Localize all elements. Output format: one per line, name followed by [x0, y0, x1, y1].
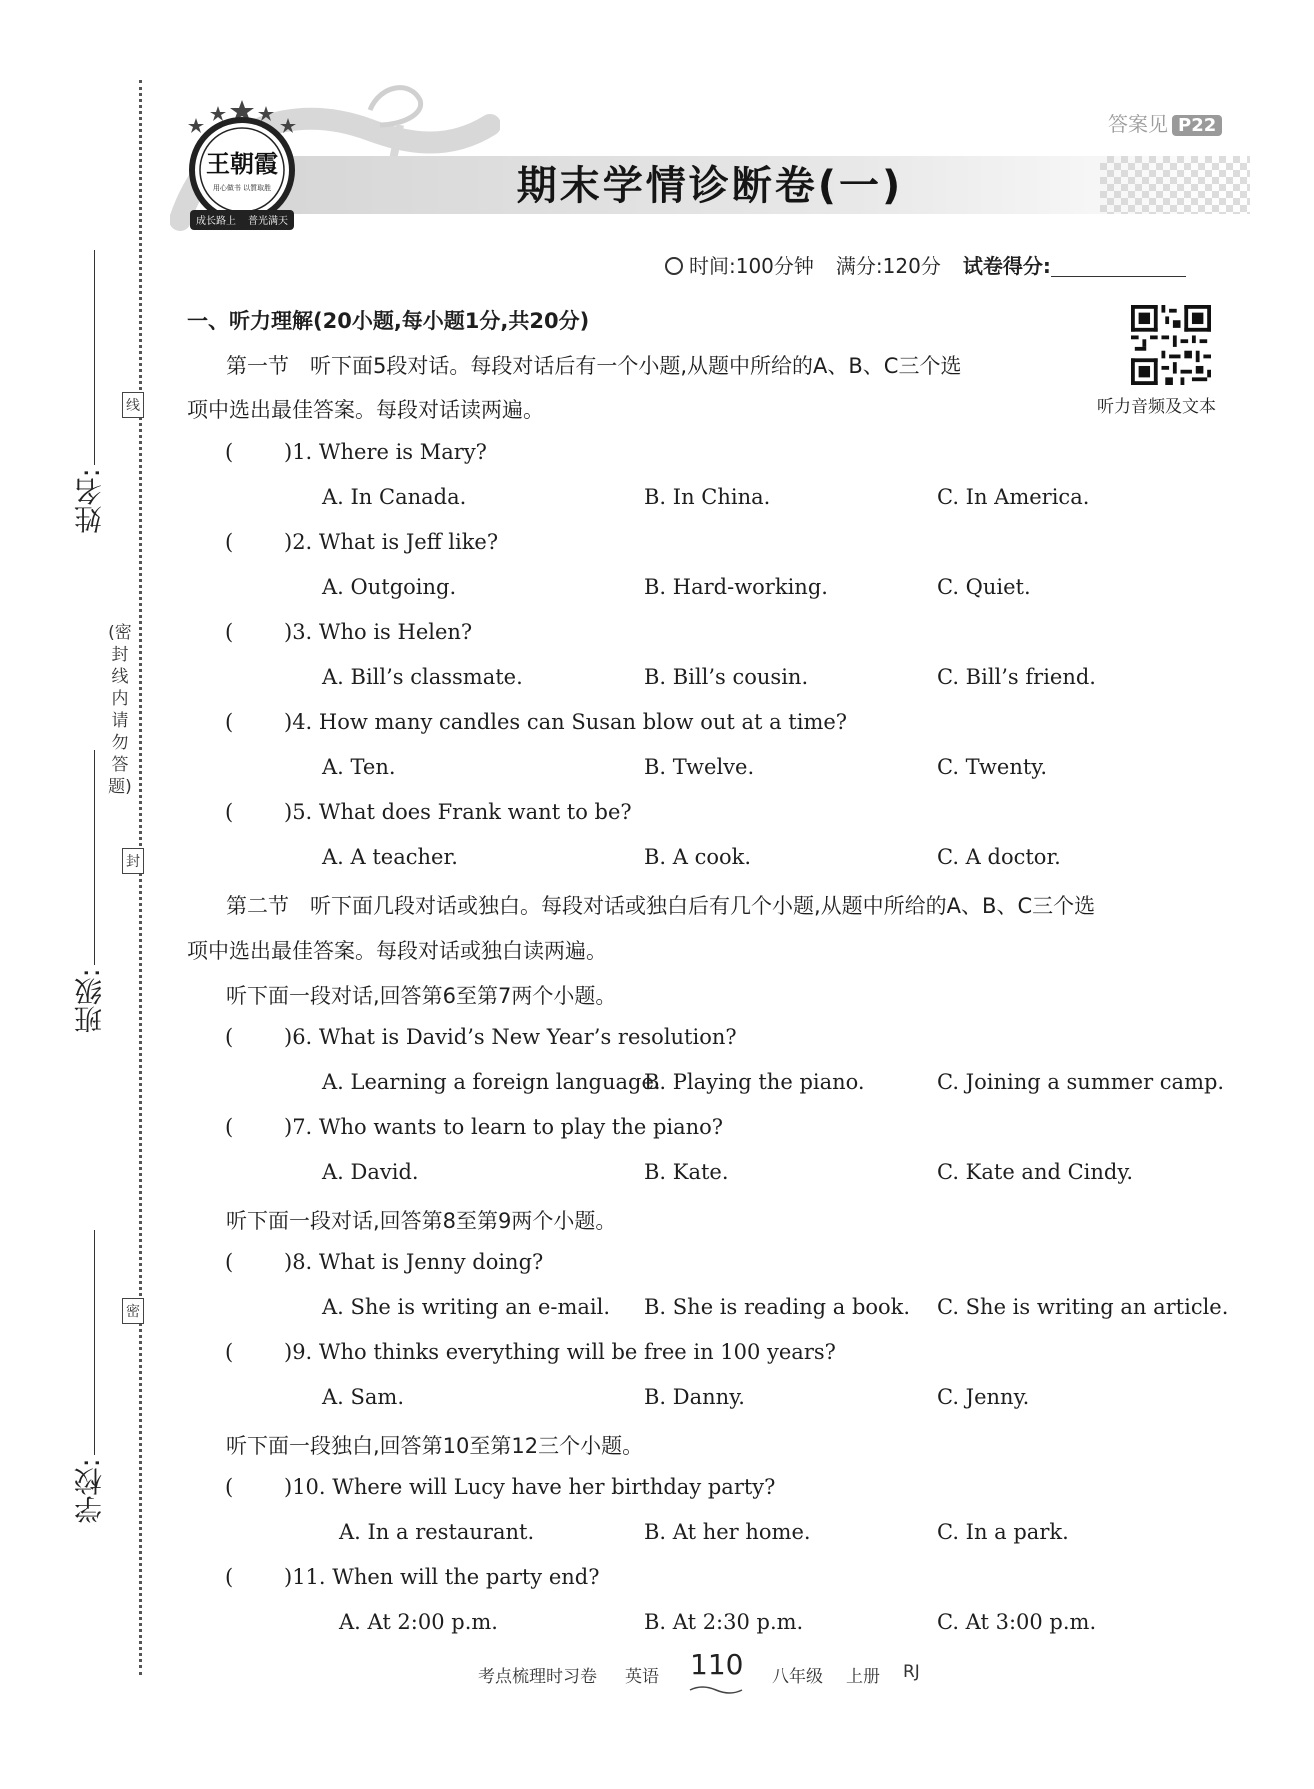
- q6-option-a: A. Learning a foreign language.: [322, 1070, 661, 1094]
- q3-option-b: B. Bill’s cousin.: [644, 665, 809, 689]
- clock-icon: [665, 257, 683, 275]
- footer-grade: 八年级: [772, 1667, 823, 1687]
- answer-blank[interactable]: (: [225, 800, 234, 824]
- class-fill-line[interactable]: [94, 750, 95, 965]
- page-title: 期末学情诊断卷(一): [516, 163, 904, 209]
- q1-option-b: B. In China.: [644, 485, 771, 509]
- q7-option-b: B. Kate.: [644, 1160, 729, 1184]
- q9-option-a: A. Sam.: [322, 1385, 405, 1409]
- footer-subject: 英语: [625, 1667, 659, 1687]
- q7-option-a: A. David.: [322, 1160, 419, 1184]
- name-fill-line[interactable]: [94, 250, 95, 465]
- seal-mark-seal: 封: [122, 848, 144, 874]
- logo-sub3: 普光满天: [248, 216, 288, 227]
- q8-option-a: A. She is writing an e-mail.: [322, 1295, 611, 1319]
- question-1: )1. Where is Mary?: [284, 440, 487, 464]
- answer-blank[interactable]: (: [225, 1115, 234, 1139]
- subsection-6-7: 听下面一段对话,回答第6至第7两个小题。: [226, 984, 617, 1008]
- qr-label: 听力音频及文本: [1097, 397, 1216, 417]
- q1-option-a: A. In Canada.: [322, 485, 467, 509]
- score-label: 试卷得分:: [962, 254, 1051, 278]
- q2-option-c: C. Quiet.: [937, 575, 1031, 599]
- answer-blank[interactable]: (: [225, 530, 234, 554]
- logo-sub2: 成长路上: [196, 216, 236, 227]
- q8-option-c: C. She is writing an article.: [937, 1295, 1229, 1319]
- qr-code-icon[interactable]: [1131, 305, 1211, 385]
- class-label: 班级:: [73, 968, 106, 1034]
- publisher-logo: [182, 98, 302, 238]
- answer-ref-page: P22: [1172, 115, 1222, 136]
- q6-option-c: C. Joining a summer camp.: [937, 1070, 1225, 1094]
- q3-option-a: A. Bill’s classmate.: [322, 665, 523, 689]
- answer-blank[interactable]: (: [225, 1250, 234, 1274]
- q11-option-b: B. At 2:30 p.m.: [644, 1610, 804, 1634]
- question-11: )11. When will the party end?: [284, 1565, 600, 1589]
- q1-option-c: C. In America.: [937, 485, 1090, 509]
- q10-option-a: A. In a restaurant.: [339, 1520, 535, 1544]
- answer-blank[interactable]: (: [225, 1340, 234, 1364]
- seal-note: (密封线内请勿答题): [108, 623, 132, 797]
- q4-option-c: C. Twenty.: [937, 755, 1048, 779]
- q4-option-b: B. Twelve.: [644, 755, 755, 779]
- question-9: )9. Who thinks everything will be free in 100 years?: [284, 1340, 836, 1364]
- question-10: )10. Where will Lucy have her birthday party?: [284, 1475, 776, 1499]
- q7-option-c: C. Kate and Cindy.: [937, 1160, 1134, 1184]
- part2-intro-line2: 项中选出最佳答案。每段对话或独白读两遍。: [187, 939, 607, 963]
- q2-option-a: A. Outgoing.: [322, 575, 457, 599]
- school-fill-line[interactable]: [94, 1230, 95, 1455]
- question-4: )4. How many candles can Susan blow out at a time?: [284, 710, 848, 734]
- answer-blank[interactable]: (: [225, 1475, 234, 1499]
- subsection-8-9: 听下面一段对话,回答第8至第9两个小题。: [226, 1209, 617, 1233]
- question-2: )2. What is Jeff like?: [284, 530, 499, 554]
- logo-text: 王朝霞: [206, 149, 278, 178]
- q11-option-c: C. At 3:00 p.m.: [937, 1610, 1097, 1634]
- question-5: )5. What does Frank want to be?: [284, 800, 632, 824]
- binding-dotted-line: [139, 80, 142, 1675]
- question-8: )8. What is Jenny doing?: [284, 1250, 544, 1274]
- footer-edition: RJ: [903, 1662, 920, 1682]
- q9-option-c: C. Jenny.: [937, 1385, 1030, 1409]
- q11-option-a: A. At 2:00 p.m.: [339, 1610, 498, 1634]
- seal-mark-secret: 密: [122, 1298, 144, 1324]
- page-number: 110: [690, 1648, 744, 1681]
- question-6: )6. What is David’s New Year’s resolution?: [284, 1025, 737, 1049]
- footer-volume: 上册: [846, 1667, 880, 1687]
- part1-intro-line1: 第一节 听下面5段对话。每段对话后有一个小题,从题中所给的A、B、C三个选: [226, 354, 962, 378]
- seal-mark-line: 线: [122, 392, 144, 418]
- q6-option-b: B. Playing the piano.: [644, 1070, 865, 1094]
- exam-time: 时间:100分钟: [689, 254, 814, 278]
- q2-option-b: B. Hard-working.: [644, 575, 828, 599]
- page-number-underline: [688, 1684, 744, 1694]
- q3-option-c: C. Bill’s friend.: [937, 665, 1096, 689]
- answer-ref-prefix: 答案见: [1108, 112, 1168, 136]
- logo-sub1: 用心做书 以質取胜: [212, 184, 272, 192]
- school-label: 学校:: [73, 1458, 106, 1524]
- exam-info: [665, 250, 1186, 279]
- question-7: )7. Who wants to learn to play the piano?: [284, 1115, 724, 1139]
- answer-blank[interactable]: (: [225, 440, 234, 464]
- q8-option-b: B. She is reading a book.: [644, 1295, 911, 1319]
- q10-option-b: B. At her home.: [644, 1520, 811, 1544]
- answer-blank[interactable]: (: [225, 1565, 234, 1589]
- q5-option-b: B. A cook.: [644, 845, 752, 869]
- q10-option-c: C. In a park.: [937, 1520, 1069, 1544]
- answer-blank[interactable]: (: [225, 620, 234, 644]
- answer-blank[interactable]: (: [225, 710, 234, 734]
- q9-option-b: B. Danny.: [644, 1385, 745, 1409]
- q5-option-c: C. A doctor.: [937, 845, 1061, 869]
- answer-reference: [1108, 108, 1222, 137]
- q5-option-a: A. A teacher.: [322, 845, 458, 869]
- subsection-10-12: 听下面一段独白,回答第10至第12三个小题。: [226, 1434, 644, 1458]
- q4-option-a: A. Ten.: [322, 755, 396, 779]
- name-label: 姓名:: [73, 468, 106, 534]
- exam-full-score: 满分:120分: [835, 254, 941, 278]
- part1-intro-line2: 项中选出最佳答案。每段对话读两遍。: [187, 398, 544, 422]
- answer-blank[interactable]: (: [225, 1025, 234, 1049]
- question-3: )3. Who is Helen?: [284, 620, 473, 644]
- score-fill-line[interactable]: [1051, 276, 1186, 277]
- footer-book-title: 考点梳理时习卷: [478, 1667, 597, 1687]
- section-heading: 一、听力理解(20小题,每小题1分,共20分): [187, 309, 590, 333]
- part2-intro-line1: 第二节 听下面几段对话或独白。每段对话或独白后有几个小题,从题中所给的A、B、C三个选: [226, 894, 1096, 918]
